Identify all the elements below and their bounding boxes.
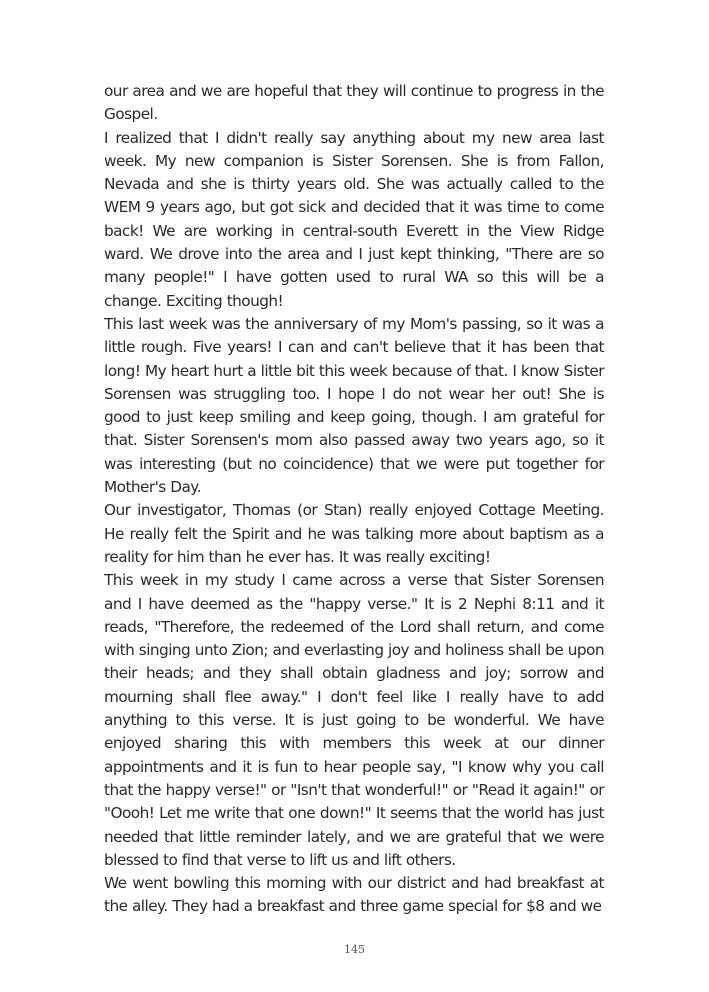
- paragraph-5: This week in my study I came across a verse that Sister Sorensen and I have deemed as the "happy verse." It is 2 Nephi 8:11 and it reads, "Therefore, the redeemed of the Lord shall return, and come with singing unto Zion; and everlasting joy and holiness shall be upon their heads; and they shall obtain gladness and joy; sorrow and mourning shall flee away." I don't feel like I really have to add anything to this verse. It is just going to be wonderful. We have enjoyed sharing this with members this week at our dinner appointments and it is fun to hear people say, "I know why you call that the happy verse!" or "Isn't that wonderful!" or "Read it again!" or "Oooh! Let me write that one down!" It seems that the world has just needed that little reminder lately, and we are grateful that we were blessed to find that verse to lift us and lift others.: [104, 571, 604, 869]
- paragraph-1: our area and we are hopeful that they will continue to progress in the Gospel.: [104, 82, 604, 124]
- paragraph-3: This last week was the anniversary of my Mom's passing, so it was a little rough. Five years! I can and can't believe that it has been that long! My heart hurt a little bit this week because of that. I know Sister Sorensen was struggling too. I hope I do not wear her out! She is good to just keep smiling and keep going, though. I am grateful for that. Sister Sorensen's mom also passed away two years ago, so it was interesting (but no coincidence) that we were put together for Mother's Day.: [104, 314, 604, 497]
- body-text: [104, 80, 604, 919]
- paragraph-2: I realized that I didn't really say anything about my new area last week. My new companion is Sister Sorensen. She is from Fallon, Nevada and she is thirty years old. She was actually called to the WEM 9 years ago, but got sick and decided that it was time to come back! We are working in central-south Everett in the View Ridge ward. We drove into the area and I just kept thinking, "There are so many people!" I have gotten used to rural WA so this will be a change. Exciting though!: [104, 128, 604, 310]
- page-number: 145: [344, 943, 365, 956]
- paragraph-4: Our investigator, Thomas (or Stan) really enjoyed Cottage Meeting. He really felt the Spirit and he was talking more about baptism as a reality for him than he ever has. It was really exciting!: [104, 501, 604, 566]
- paragraph-6: We went bowling this morning with our district and had breakfast at the alley. They had a breakfast and three game special for $8 and we: [104, 874, 604, 916]
